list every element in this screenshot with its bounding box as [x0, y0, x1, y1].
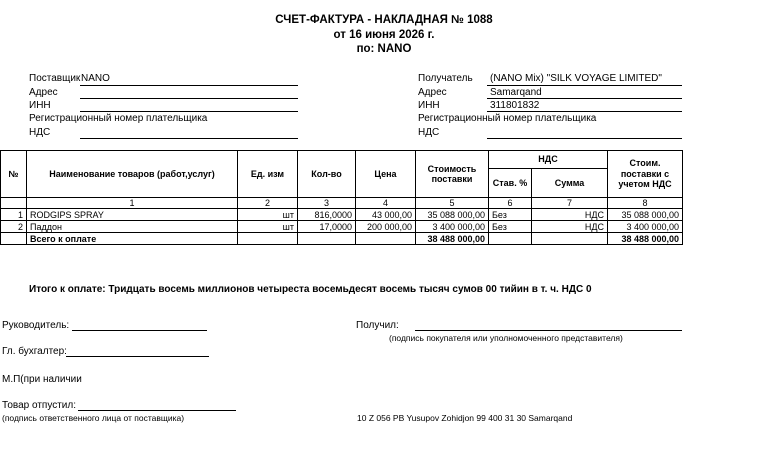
- amount-in-words: Итого к оплате: Тридцать восемь миллионов четыреста восемьдесят восемь тысяч сумов 00 тийин в т. ч. НДС 0: [29, 284, 592, 295]
- row-qty: 816,0000: [298, 209, 356, 221]
- recipient-inn-value: 311801832: [490, 100, 540, 111]
- supplier-nds-label: НДС: [29, 127, 51, 138]
- total-row-cost: 38 488 000,00: [416, 233, 489, 245]
- col-header-vat: НДС: [489, 151, 608, 169]
- row-price: 43 000,00: [356, 209, 416, 221]
- col-header-no: №: [1, 151, 27, 198]
- released-signature-line: [78, 410, 236, 411]
- column-number: 2: [238, 198, 298, 209]
- supplier-inn-label: ИНН: [29, 100, 51, 111]
- table-total-row: [1, 233, 683, 245]
- column-number: 5: [416, 198, 489, 209]
- recipient-address-underline: [487, 98, 682, 99]
- accountant-label: Гл. бухгалтер:: [2, 346, 67, 357]
- col-header-qty: Кол-во: [298, 151, 356, 198]
- invoice-date: от 16 июня 2026 г.: [333, 29, 435, 41]
- recipient-reg-label: Регистрационный номер плательщика: [418, 113, 597, 124]
- recipient-inn-label: ИНН: [418, 100, 440, 111]
- director-label: Руководитель:: [2, 320, 70, 331]
- row-name: Паддон: [27, 221, 238, 233]
- supplier-inn-underline: [80, 111, 298, 112]
- col-header-total-with-vat: Стоим. поставки с учетом НДС: [608, 151, 683, 198]
- recipient-underline: [487, 85, 682, 86]
- row-vat-rate: Без: [489, 221, 532, 233]
- total-row-total: 38 488 000,00: [608, 233, 683, 245]
- invoice-title: СЧЕТ-ФАКТУРА - НАКЛАДНАЯ № 1088: [275, 14, 493, 26]
- col-header-cost: Стоимость поставки: [416, 151, 489, 198]
- total-row-blank: [1, 233, 27, 245]
- supplier-label: Поставщик: [29, 73, 81, 84]
- supplier-nds-underline: [80, 138, 298, 139]
- recipient-address-value: Samarqand: [490, 87, 542, 98]
- released-note: (подпись ответственного лица от поставщика): [2, 413, 185, 423]
- row-cost: 35 088 000,00: [416, 209, 489, 221]
- total-row-label: Всего к оплате: [27, 233, 238, 245]
- row-no: 1: [1, 209, 27, 221]
- recipient-inn-underline: [487, 111, 682, 112]
- row-name: RODGIPS SPRAY: [27, 209, 238, 221]
- total-row-blank: [489, 233, 532, 245]
- col-header-name: Наименование товаров (работ,услуг): [27, 151, 238, 198]
- recipient-nds-label: НДС: [418, 127, 440, 138]
- row-vat-sum: НДС: [532, 221, 608, 233]
- column-number: 8: [608, 198, 683, 209]
- row-vat-rate: Без: [489, 209, 532, 221]
- total-row-blank: [298, 233, 356, 245]
- column-number: 7: [532, 198, 608, 209]
- invoice-table: [0, 150, 683, 245]
- column-number: 6: [489, 198, 532, 209]
- column-number: 1: [27, 198, 238, 209]
- supplier-address-underline: [80, 98, 298, 99]
- recipient-address-label: Адрес: [418, 87, 447, 98]
- total-row-blank: [356, 233, 416, 245]
- row-unit: шт: [238, 221, 298, 233]
- received-note: (подпись покупателя или уполномоченного представителя): [389, 333, 623, 343]
- total-row-blank: [238, 233, 298, 245]
- supplier-reg-label: Регистрационный номер плательщика: [29, 113, 208, 124]
- table-row: [1, 221, 683, 233]
- recipient-value: (NANO Mix) "SILK VOYAGE LIMITED": [490, 73, 662, 84]
- supplier-value: NANO: [81, 73, 110, 84]
- director-signature-line: [72, 330, 207, 331]
- row-vat-sum: НДС: [532, 209, 608, 221]
- total-row-blank: [532, 233, 608, 245]
- column-number: 3: [298, 198, 356, 209]
- row-price: 200 000,00: [356, 221, 416, 233]
- supplier-underline: [80, 85, 298, 86]
- accountant-signature-line: [66, 356, 209, 357]
- col-header-unit: Ед. изм: [238, 151, 298, 198]
- received-label: Получил:: [356, 320, 399, 331]
- supplier-address-label: Адрес: [29, 87, 58, 98]
- recipient-label: Получатель: [418, 73, 473, 84]
- column-number: [1, 198, 27, 209]
- row-no: 2: [1, 221, 27, 233]
- stamp-label: М.П(при наличии: [2, 374, 82, 385]
- invoice-po: по: NANO: [356, 43, 412, 55]
- row-total: 3 400 000,00: [608, 221, 683, 233]
- row-cost: 3 400 000,00: [416, 221, 489, 233]
- table-header-row: [1, 151, 683, 169]
- row-qty: 17,0000: [298, 221, 356, 233]
- row-unit: шт: [238, 209, 298, 221]
- recipient-nds-underline: [487, 138, 682, 139]
- col-header-vat-sum: Сумма: [532, 169, 608, 198]
- row-total: 35 088 000,00: [608, 209, 683, 221]
- column-number: 4: [356, 198, 416, 209]
- col-header-price: Цена: [356, 151, 416, 198]
- column-numbers-row: [1, 198, 683, 209]
- received-signature-line: [415, 330, 682, 331]
- footer-info: 10 Z 056 PB Yusupov Zohidjon 99 400 31 30 Samarqand: [357, 413, 573, 423]
- col-header-vat-rate: Став. %: [489, 169, 532, 198]
- released-label: Товар отпустил:: [2, 400, 76, 411]
- table-row: [1, 209, 683, 221]
